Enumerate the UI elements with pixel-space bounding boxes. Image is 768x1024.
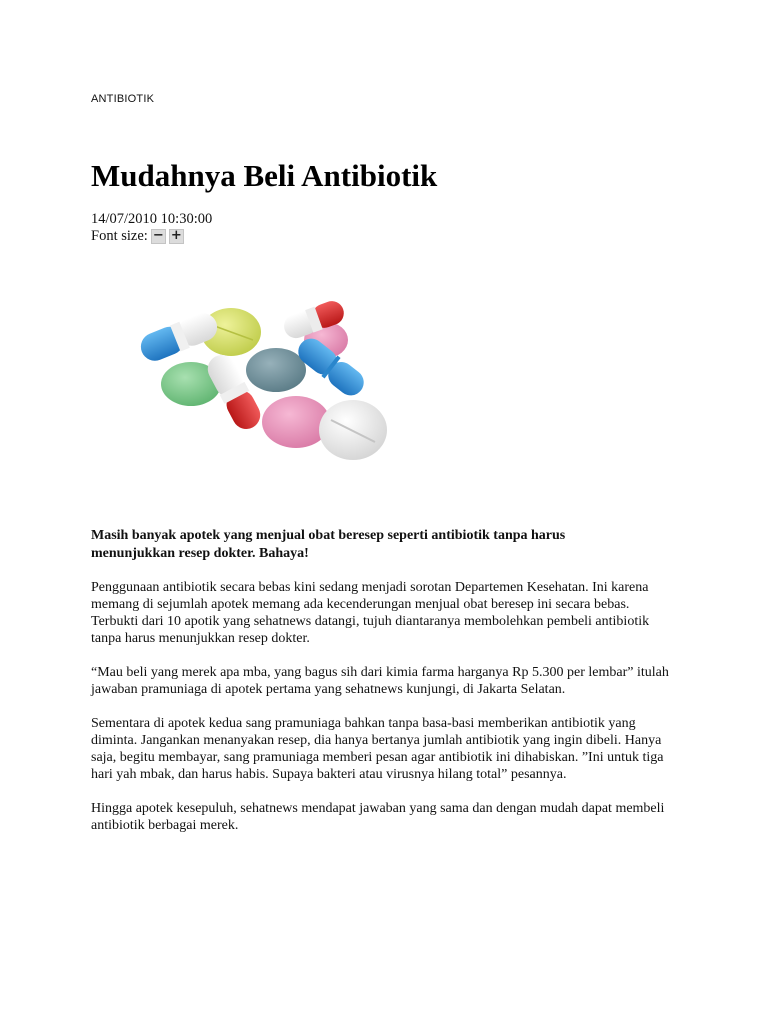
font-size-label: Font size:: [91, 228, 148, 244]
font-size-control: [91, 228, 212, 245]
paragraph: Hingga apotek kesepuluh, sehatnews mendapat jawaban yang sama dan dengan mudah dapat membeli antibiotik berbagai merek.: [91, 801, 665, 833]
paragraph: Sementara di apotek kedua sang pramuniaga bahkan tanpa basa-basi memberikan antibiotik yang diminta. Jangankan menanyakan resep, dia hanya bertanya jumlah antibiotik yang ingin dibeli. Hanya saja, begitu membayar, sang pramuniaga memberi pesan agar antibiotik ini dihabiskan. ”Ini untuk tiga hari yah mbak, dan harus habis. Supaya bakteri atau virusnya hilang total” pesannya.: [91, 716, 664, 782]
paragraph: Penggunaan antibiotik secara bebas kini sedang menjadi sorotan Departemen Kesehatan. Ini karena memang di sejumlah apotek memang ada kecenderungan menjual obat beresep ini secara bebas. Terbukti dari 10 apotik yang sehatnews datangi, tujuh diantaranya membolehkan pembeli antibiotik tanpa harus menunjukkan resep dokter.: [91, 580, 650, 646]
article-body: [91, 579, 671, 851]
article-datetime: 14/07/2010 10:30:00: [91, 211, 213, 227]
article-lead: Masih banyak apotek yang menjual obat beresep seperti antibiotik tanpa harus menunjukkan resep dokter. Bahaya!: [91, 528, 566, 561]
font-increase-button[interactable]: +: [169, 229, 184, 244]
pills-image: [91, 272, 391, 507]
font-decrease-button[interactable]: −: [151, 229, 166, 244]
paragraph: “Mau beli yang merek apa mba, yang bagus sih dari kimia farma harganya Rp 5.300 per lembar” itulah jawaban pramuniaga di apotek pertama yang sehatnews kunjungi, di Jakarta Selatan.: [91, 665, 669, 697]
article-title: Mudahnya Beli Antibiotik: [91, 158, 438, 193]
article-meta: [91, 211, 212, 245]
category-label[interactable]: ANTIBIOTIK: [91, 93, 155, 105]
